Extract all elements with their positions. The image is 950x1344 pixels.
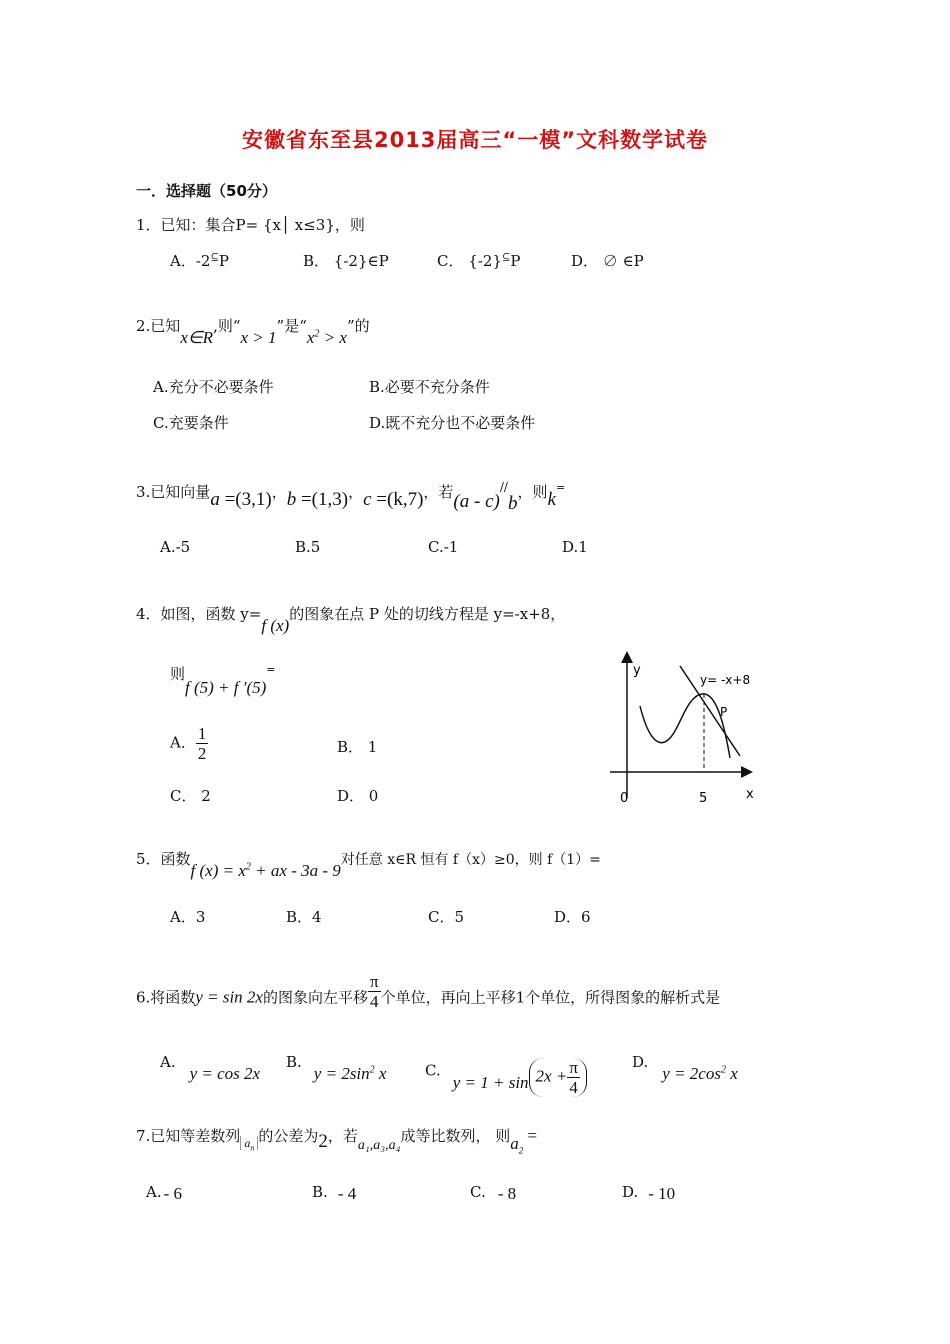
q1-option-b: B． {-2}∈P [303, 252, 389, 270]
q2-option-d: D.既不充分也不必要条件 [369, 414, 536, 432]
q3-option-d: D.1 [562, 538, 588, 556]
q1-stem: 1．已知：集合P= {x│ x≤3}，则 [136, 216, 365, 234]
q5-stem: 5．函数f $(x) = x^2$ + ax - 3a - 9对任意 x∈R 恒有 f（x）≥0，则 f（1）= [136, 850, 601, 880]
q3-option-a: A.-5 [160, 538, 191, 556]
fig-x-tick-label: 5 [699, 791, 708, 806]
fig-x-label: x [746, 787, 754, 802]
q7-option-a: A. - 6 [146, 1183, 183, 1203]
fig-y-label: y [633, 663, 641, 678]
q6-option-b: $B.y = 2\sin^2$ x [286, 1053, 387, 1083]
q6-option-c: C.y = 1 + sin 2x + $\frac{\pi}{4}$ [425, 1052, 587, 1091]
fig-curve [640, 694, 730, 758]
q7-option-d: D. - 10 [622, 1183, 676, 1203]
q1-option-d: D． ∅ ∈P [571, 252, 644, 270]
q5-option-b: B．4 [286, 908, 322, 926]
q4-figure [600, 648, 770, 808]
q1-option-c: C． {-2}⊆P [437, 252, 521, 270]
q5-option-c: C．5 [428, 908, 465, 926]
q4-then: 则f (5) + f ′(5)= [170, 663, 276, 697]
q3-stem: 3.已知向量a =(3,1)，b =(1,3)，c =(k,7)，若(a - c)//b，则k= [136, 480, 566, 514]
q7-stem: 7.已知等差数列 $_{a_n}$的公差为2，若a₁,a₃,a₄成等比数列， 则$a_2$ = [136, 1126, 538, 1156]
q5-option-a: A．3 [170, 908, 206, 926]
q3-option-c: C.-1 [428, 538, 459, 556]
page-title: 安徽省东至县2013届高三“一模”文科数学试卷 [241, 128, 709, 152]
q2-stem: 2.已知x∈R,则“x > 1”是“$x^2 > x$”的 [136, 317, 370, 347]
q7-option-b: B. - 4 [312, 1183, 357, 1203]
q2-option-c: C.充要条件 [153, 414, 229, 432]
section-heading: 一．选择题（50分） [136, 182, 277, 200]
q7-option-c: C. - 8 [470, 1183, 517, 1203]
q6-option-d: $D.y = 2\cos^2$ x [632, 1053, 738, 1083]
q4-option-d: D． 0 [337, 787, 379, 805]
fig-line-label: y= -x+8 [700, 673, 751, 687]
q5-option-d: D．6 [554, 908, 591, 926]
q2-option-a: A.充分不必要条件 [153, 378, 274, 396]
q4-option-a: A． $\frac{1}{2}$ [170, 724, 207, 763]
q4-stem: 4．如图，函数 y=f (x)的图象在点 P 处的切线方程是 y=-x+8， [136, 605, 566, 635]
q1-option-a: A．-2⊆P [170, 252, 229, 270]
fig-origin-label: 0 [620, 791, 629, 806]
q2-option-b: B.必要不充分条件 [369, 378, 490, 396]
q3-option-b: B.5 [295, 538, 321, 556]
q6-stem: 6.将函数y = sin 2x的图象向左平移 $\frac{\pi}{4}$ 个单位，再向上平移1个单位，所得图象的解析式是 [136, 972, 721, 1011]
fig-point-label: P [720, 705, 728, 719]
q4-option-b: B． 1 [337, 738, 378, 756]
q4-option-c: C． 2 [170, 787, 211, 805]
q6-option-a: A.y = cos 2x [160, 1053, 261, 1083]
